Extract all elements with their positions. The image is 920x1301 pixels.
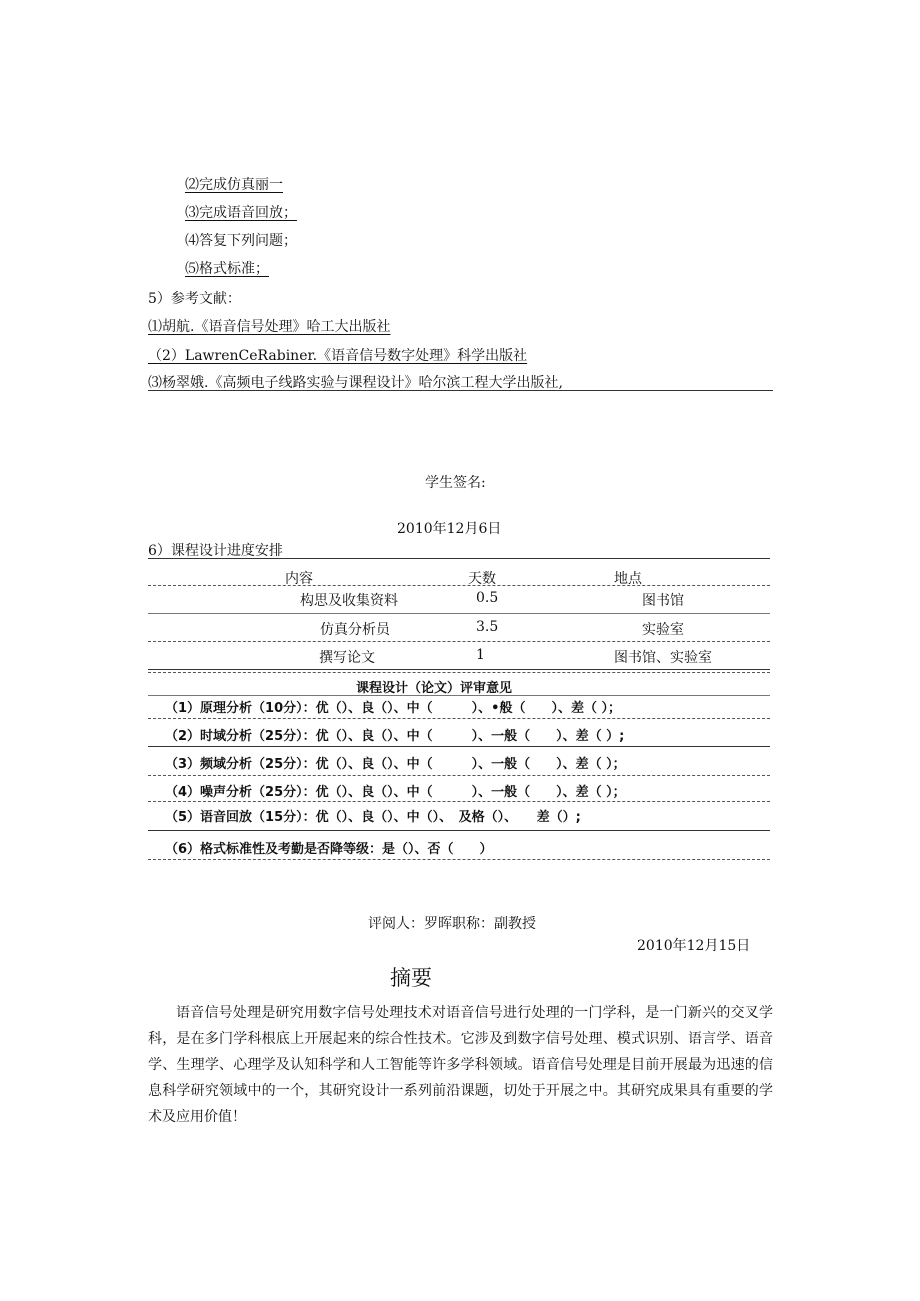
schedule-row-1-content: 构思及收集资料 (300, 593, 398, 609)
reference-item-2: （2）LawrenCeRabiner.《语音信号数字处理》科学出版社 (148, 348, 528, 364)
requirement-4: ⑷答复下列问题； (185, 233, 297, 249)
requirement-5: ⑸格式标准； (185, 261, 269, 277)
schedule-row-1-place: 图书馆 (642, 593, 684, 609)
review-item-4: （4）噪声分析（25分）：优（）、良（）、中（ ）、一般（ ）、差（ ）； (165, 785, 626, 800)
reference-item-1: ⑴胡航.《语音信号处理》哈工大出版社 (148, 319, 391, 335)
schedule-rule (148, 672, 770, 673)
schedule-row-2-content: 仿真分析员 (320, 622, 390, 638)
schedule-row-1-days: 0.5 (476, 590, 499, 606)
schedule-col-days: 天数 (468, 571, 496, 587)
review-item-6: （6）格式标准性及考勤是否降等级：是（）、否（ ） (165, 842, 493, 857)
abstract-body: 语音信号处理是研究用数字信号处理技术对语音信号进行处理的一门学科，是一门新兴的交叉学科，是在多门学科根底上开展起来的综合性技术。它涉及到数字信号处理、模式识别、语言学、语音学、生理学、心理学及认知科学和人工智能等许多学科领域。语音信号处理是目前开展最为迅速的信息科学研究领域中的一个，其研究设计一系列前沿课题，切处于开展之中。其研究成果具有重要的学术及应用价值！ (148, 1005, 773, 1125)
reference-item-3: ⑶杨翠娥.《高频电子线路实验与课程设计》哈尔滨工程大学出版社, (148, 375, 563, 391)
student-signature-label: 学生签名: (425, 475, 486, 491)
schedule-row-2-place: 实验室 (642, 622, 684, 638)
schedule-top-rule (148, 558, 770, 559)
review-rule (148, 801, 770, 802)
requirement-3: ⑶完成语音回放； (185, 205, 297, 221)
abstract-title: 摘要 (390, 966, 432, 990)
review-item-3: （3）频域分析（25分）：优（）、良（）、中（ ）、一般（ ）、差（ ）； (165, 757, 626, 772)
signature-date: 2010年12月6日 (397, 521, 502, 537)
schedule-row-3-content: 撰写论文 (319, 650, 375, 666)
review-item-5: （5）语音回放（15分）：优（）、良（）、中（）、 及格（）、 差（）; (165, 810, 581, 825)
schedule-col-content: 内容 (285, 571, 313, 587)
requirement-2: ⑵完成仿真丽一 (185, 177, 283, 193)
schedule-rule (148, 669, 770, 670)
reviewer-info: 评阅人：罗晖职称：副教授 (368, 916, 536, 932)
schedule-rule (148, 613, 770, 614)
review-date: 2010年12月15日 (637, 938, 751, 954)
review-rule (148, 718, 770, 719)
schedule-row-3-place: 图书馆、实验室 (614, 650, 712, 666)
references-heading: 5）参考文献： (148, 291, 241, 307)
schedule-heading: 6）课程设计进度安排 (148, 543, 283, 559)
review-rule (148, 695, 770, 696)
reference-underline (148, 390, 773, 391)
review-rule (148, 859, 770, 860)
schedule-row-2-days: 3.5 (476, 619, 499, 635)
review-rule (148, 746, 770, 747)
schedule-row-3-days: 1 (476, 647, 485, 663)
review-item-2: （2）时域分析（25分）：优（）、良（）、中（ ）、一般（ ）、差（ ）; (165, 729, 625, 744)
schedule-rule (148, 641, 770, 642)
review-rule (148, 830, 770, 831)
schedule-col-place: 地点 (614, 571, 642, 587)
review-item-1: （1）原理分析（10分）：优（）、良（）、中（ ）、•般（ ）、差（ ）； (165, 701, 621, 716)
review-rule (148, 775, 770, 776)
review-title: 课程设计（论文）评审意见 (356, 681, 513, 696)
schedule-rule (148, 585, 770, 586)
